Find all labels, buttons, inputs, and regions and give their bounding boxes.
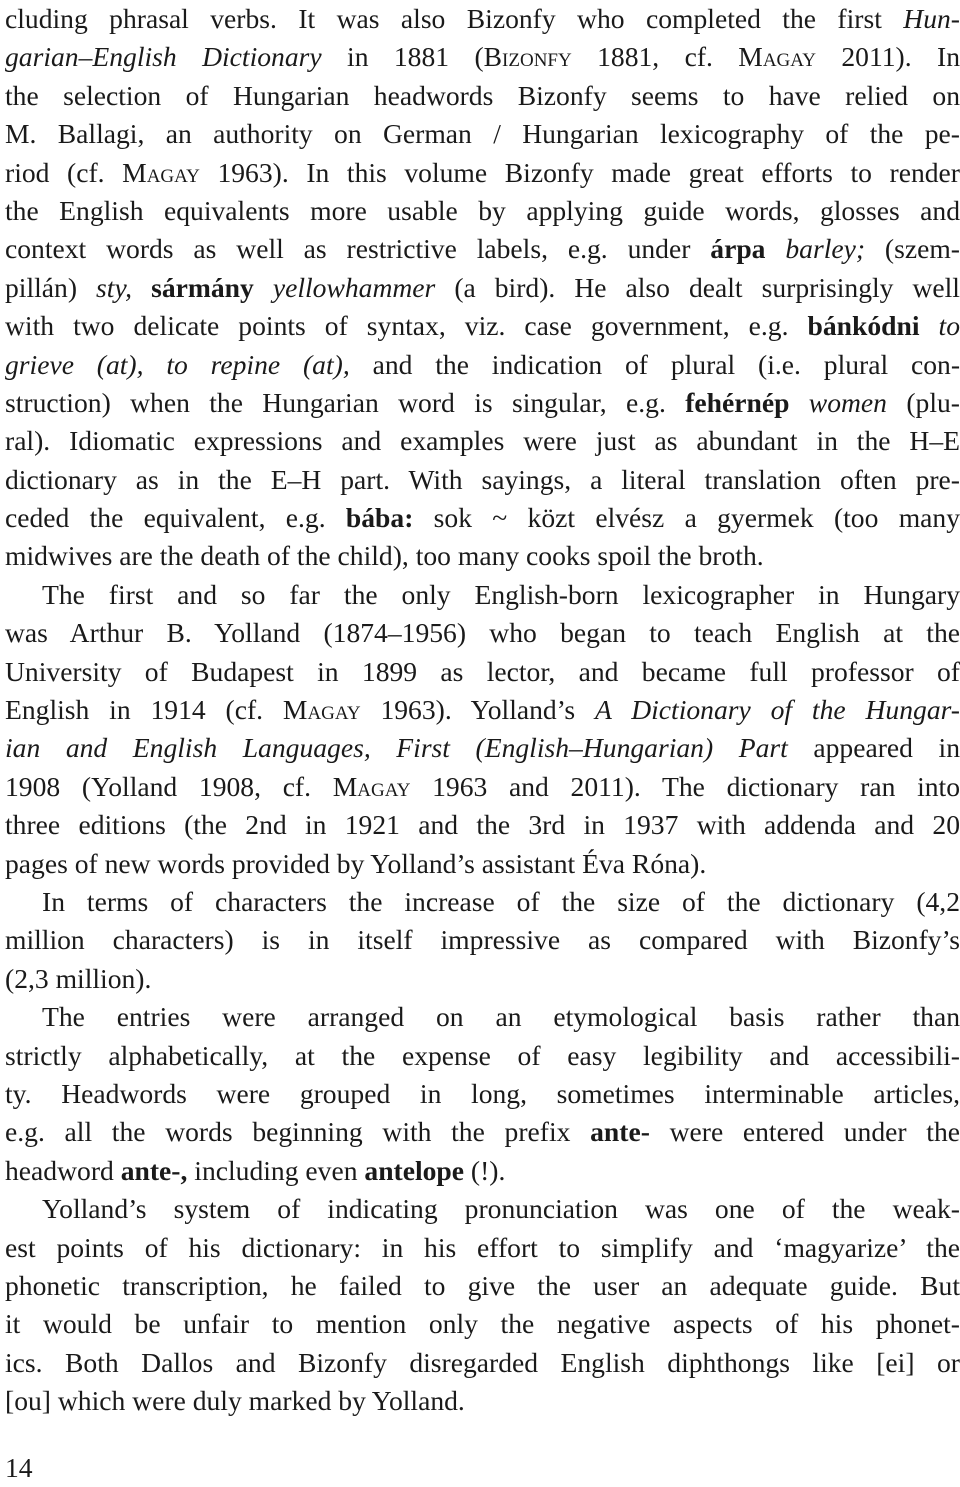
paragraph: [5, 576, 960, 883]
bold-headword: bába:: [345, 502, 414, 534]
text-line: [5, 691, 960, 729]
text-line: [5, 0, 960, 38]
text-run: [765, 233, 785, 264]
text-run: [ou] which were duly marked by Yolland.: [5, 1385, 465, 1417]
text-line: [5, 77, 960, 115]
text-run: pages of new words provided by Yolland’s assistant Éva Róna).: [5, 847, 707, 879]
text-run: riod (cf.: [5, 156, 123, 188]
text-line: [5, 461, 960, 499]
text-run: In terms of characters the increase of the size of the dictionary (4,2: [42, 885, 960, 917]
text-line: [5, 768, 960, 806]
text-line: [5, 729, 960, 767]
small-caps-citation: Magay: [738, 41, 816, 73]
text-line: [5, 1037, 960, 1075]
text-run: phonetic transcription, he failed to give the user an adequate guide. But: [5, 1269, 960, 1301]
paragraph: [5, 1190, 960, 1420]
small-caps-citation: Magay: [282, 694, 361, 726]
italic-text: A Dictionary of the Hungar-: [594, 694, 960, 726]
page-number: 14: [5, 1452, 33, 1483]
text-line: [5, 1113, 960, 1151]
text-line: [5, 653, 960, 691]
bold-headword: antelope: [364, 1154, 465, 1186]
text-run: midwives are the death of the child), too many cooks spoil the broth.: [5, 540, 764, 572]
text-line: [5, 269, 960, 307]
text-run: M. Ballagi, an authority on German / Hungarian lexicography of the pe-: [5, 118, 960, 150]
italic-text: women: [808, 386, 887, 418]
bold-headword: ante-: [590, 1116, 650, 1148]
bold-headword: ante-,: [120, 1154, 188, 1186]
text-run: University of Budapest in 1899 as lector, and became full professor of: [5, 655, 960, 687]
text-run: ral). Idiomatic expressions and examples were just as abundant in the H–E: [5, 425, 960, 457]
text-run: (!).: [464, 1154, 506, 1186]
text-run: ics. Both Dallos and Bizonfy disregarded English diphthongs like [ei] or: [5, 1346, 960, 1378]
small-caps-citation: Magay: [122, 156, 200, 188]
italic-text: barley;: [785, 233, 866, 265]
text-run: it would be unfair to mention only the negative aspects of his phonet-: [5, 1308, 960, 1340]
text-run: (plu-: [886, 386, 960, 418]
document-body: [5, 0, 960, 1420]
text-line: [5, 806, 960, 844]
italic-text: yellowhammer: [272, 271, 436, 303]
text-run: in 1881 (: [321, 41, 484, 73]
text-line: [5, 1267, 960, 1305]
text-run: was Arthur B. Yolland (1874–1956) who began to teach English at the: [5, 617, 960, 649]
text-run: e.g. all the words beginning with the prefix: [5, 1116, 591, 1148]
text-run: ty. Headwords were grouped in long, sometimes interminable articles,: [5, 1077, 960, 1109]
paragraph: [5, 998, 960, 1190]
paragraph: [5, 883, 960, 998]
text-line: [5, 1190, 960, 1228]
text-line: [5, 537, 960, 575]
text-line: [5, 154, 960, 192]
text-run: 1908 (Yolland 1908, cf.: [5, 770, 333, 802]
text-run: cluding phrasal verbs. It was also Bizonfy who completed the first: [5, 3, 904, 34]
text-line: [5, 38, 960, 76]
text-run: with two delicate points of syntax, viz. case government, e.g.: [5, 310, 808, 342]
text-run: The entries were arranged on an etymological basis rather than: [42, 1001, 960, 1033]
text-run: [254, 272, 273, 303]
text-run: pillán): [5, 271, 97, 303]
text-run: 1963). In this volume Bizonfy made great efforts to render: [199, 156, 960, 188]
text-line: [5, 1075, 960, 1113]
text-run: headword: [5, 1154, 121, 1186]
text-run: including even: [187, 1154, 365, 1186]
text-run: ceded the equivalent, e.g.: [5, 502, 346, 534]
text-line: [5, 845, 960, 883]
text-run: est points of his dictionary: in his effort to simplify and ‘magyarize’ the: [5, 1231, 960, 1263]
text-line: [5, 422, 960, 460]
text-run: strictly alphabetically, at the expense of easy legibility and accessibili-: [5, 1039, 960, 1071]
text-run: were entered under the: [649, 1116, 960, 1148]
text-line: [5, 346, 960, 384]
bold-headword: árpa: [710, 233, 766, 265]
text-run: dictionary as in the E–H part. With sayings, a literal translation often pre-: [5, 463, 960, 495]
text-run: The first and so far the only English-born lexicographer in Hungary: [42, 578, 960, 610]
small-caps-citation: Magay: [332, 770, 411, 802]
italic-text: Hun-: [903, 3, 960, 34]
text-line: [5, 576, 960, 614]
small-caps-citation: Bizonfy: [483, 41, 572, 73]
text-run: and the indication of plural (i.e. plural con-: [349, 348, 960, 380]
italic-text: ian and English Languages, First (English–Hungarian) Part: [5, 732, 788, 764]
bold-headword: sármány: [151, 271, 254, 303]
text-run: the selection of Hungarian headwords Bizonfy seems to have relied on: [5, 79, 960, 111]
text-run: million characters) is in itself impressive as compared with Bizonfy’s: [5, 924, 960, 956]
italic-text: garian–English Dictionary: [5, 41, 322, 73]
text-run: (2,3 million).: [5, 962, 152, 994]
text-run: [789, 387, 808, 418]
text-line: [5, 192, 960, 230]
text-line: [5, 1229, 960, 1267]
text-line: [5, 230, 960, 268]
text-run: (szem-: [865, 233, 960, 265]
text-line: [5, 883, 960, 921]
text-line: [5, 1344, 960, 1382]
text-run: [132, 272, 151, 303]
text-run: appeared in: [787, 732, 960, 764]
text-run: sok ~ közt elvész a gyermek (too many: [413, 502, 960, 534]
italic-text: to: [938, 310, 960, 342]
text-line: [5, 998, 960, 1036]
paragraph-container: [5, 0, 960, 1420]
text-run: three editions (the 2nd in 1921 and the 3rd in 1937 with addenda and 20: [5, 809, 960, 841]
text-run: struction) when the Hungarian word is singular, e.g.: [5, 386, 686, 418]
paragraph: [5, 0, 960, 576]
bold-headword: fehérnép: [685, 386, 790, 418]
text-run: the English equivalents more usable by applying guide words, glosses and: [5, 194, 960, 226]
text-line: [5, 307, 960, 345]
text-run: (a bird). He also dealt surprisingly well: [435, 271, 960, 303]
text-run: 1881, cf.: [571, 41, 739, 73]
text-run: context words as well as restrictive labels, e.g. under: [5, 233, 711, 265]
italic-text: grieve (at), to repine (at),: [5, 348, 350, 380]
text-run: 2011). In: [815, 41, 960, 73]
bold-headword: bánkódni: [807, 310, 920, 342]
text-run: Yolland’s system of indicating pronunciation was one of the weak-: [42, 1193, 960, 1225]
text-run: English in 1914 (cf.: [5, 694, 283, 726]
text-line: [5, 921, 960, 959]
text-line: [5, 1305, 960, 1343]
text-line: [5, 115, 960, 153]
text-line: [5, 960, 960, 998]
text-line: [5, 1382, 960, 1420]
text-line: [5, 1152, 960, 1190]
text-run: [920, 310, 939, 341]
text-line: [5, 614, 960, 652]
text-line: [5, 499, 960, 537]
text-line: [5, 384, 960, 422]
text-run: 1963). Yolland’s: [360, 694, 595, 726]
italic-text: sty,: [96, 271, 133, 303]
text-run: 1963 and 2011). The dictionary ran into: [410, 770, 960, 802]
